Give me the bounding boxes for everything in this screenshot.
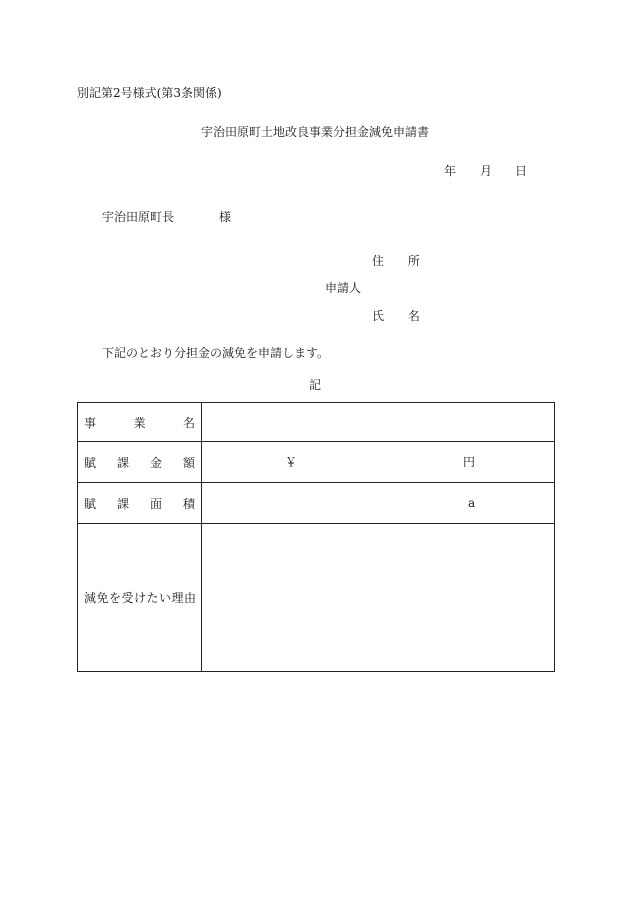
table-row-reason	[78, 524, 555, 672]
project-name-label	[78, 414, 201, 431]
label-char: 業	[133, 415, 146, 430]
area-label-cell	[78, 483, 202, 524]
addressee-honorific: 様	[219, 210, 232, 224]
name-label	[372, 309, 430, 323]
label-char: 賦	[84, 496, 97, 511]
label-char: 積	[182, 496, 195, 511]
label-char: 金	[149, 455, 162, 470]
yen-symbol: ￥	[285, 455, 298, 469]
table-row-project	[78, 403, 555, 442]
addressee-name: 宇治田原町長	[102, 210, 175, 224]
amount-value	[202, 442, 555, 483]
applicant-label: 申請人	[325, 281, 362, 295]
project-name-value	[202, 403, 555, 442]
label-char: 面	[149, 496, 162, 511]
area-value	[202, 483, 555, 524]
yen-unit: 円	[463, 455, 476, 469]
form-number: 別記第2号様式(第3条関係)	[77, 86, 222, 100]
table-row-amount	[78, 442, 555, 483]
label-char: 事	[84, 415, 97, 430]
address-label-text: 住 所	[372, 254, 430, 268]
name-label-text: 氏 名	[372, 309, 430, 323]
date-year: 年	[444, 164, 457, 178]
label-char: 課	[116, 496, 129, 511]
table-row-area	[78, 483, 555, 524]
label-char: 課	[116, 455, 129, 470]
label-char: 名	[182, 415, 195, 430]
amount-label-cell	[78, 442, 202, 483]
ki-heading: 記	[308, 378, 321, 392]
date-day: 日	[515, 164, 528, 178]
document-title: 宇治田原町土地改良事業分担金減免申請書	[200, 125, 429, 139]
reason-value	[202, 524, 555, 672]
address-label	[372, 254, 430, 268]
project-name-label-cell	[78, 403, 202, 442]
area-label	[78, 495, 201, 512]
request-text: 下記のとおり分担金の減免を申請します。	[102, 346, 330, 360]
reason-label: 減免を受けたい理由	[84, 591, 197, 605]
date-month: 月	[480, 164, 493, 178]
label-char: 額	[182, 455, 195, 470]
area-unit: a	[468, 496, 476, 510]
application-table	[77, 402, 555, 672]
amount-label	[78, 454, 201, 471]
reason-label-cell	[78, 524, 202, 672]
label-char: 賦	[84, 455, 97, 470]
